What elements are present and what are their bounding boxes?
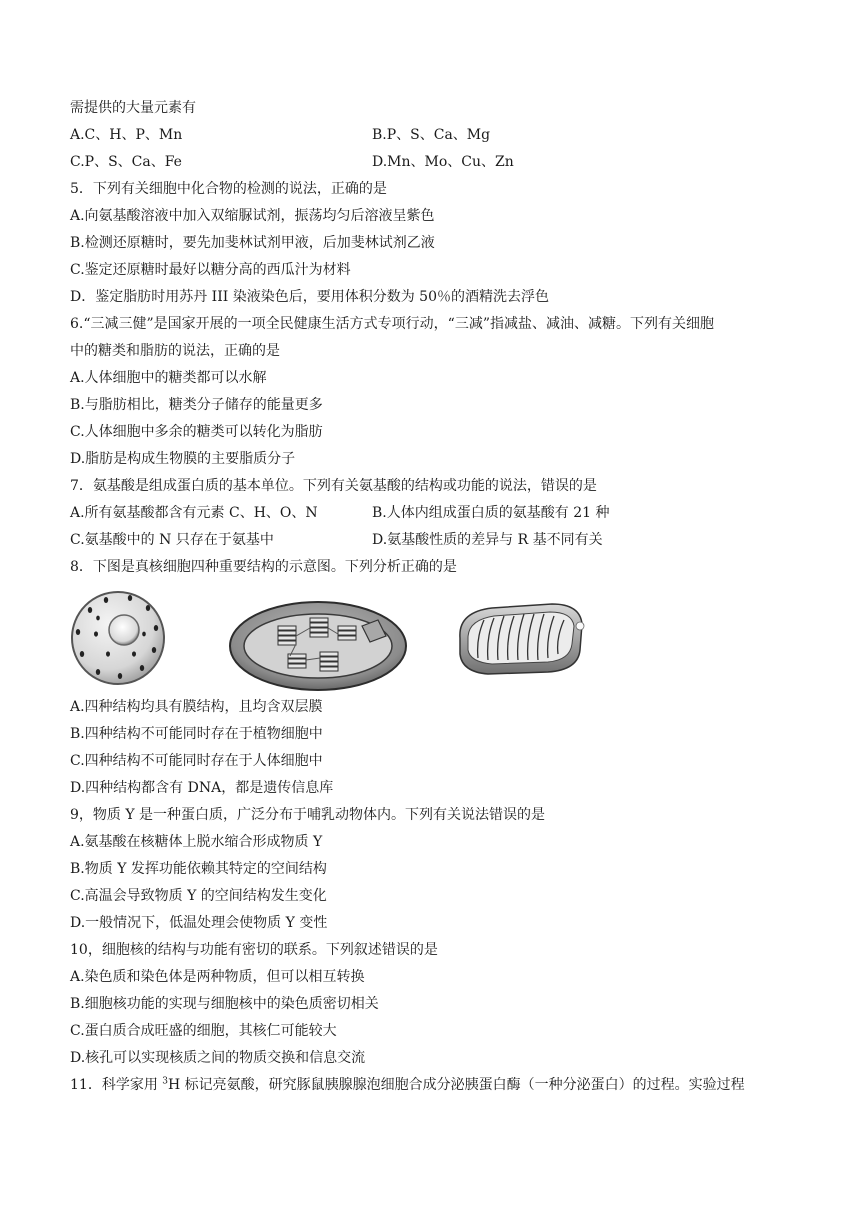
- mitochondrion-figure: [452, 598, 592, 676]
- q5-option-d: D．鉴定脂肪时用苏丹 III 染液染色后，要用体积分数为 50％的酒精洗去浮色: [70, 289, 549, 305]
- q6-option-c: C.人体细胞中多余的糖类可以转化为脂肪: [70, 424, 323, 440]
- q7-option-d: D.氨基酸性质的差异与 R 基不同有关: [372, 532, 603, 548]
- chloroplast-figure: [228, 596, 408, 692]
- q9-option-b: B.物质 Y 发挥功能依赖其特定的空间结构: [70, 861, 327, 877]
- intro-line: 需提供的大量元素有: [70, 100, 196, 116]
- q9-option-c: C.高温会导致物质 Y 的空间结构发生变化: [70, 888, 327, 904]
- q6-option-b: B.与脂肪相比，糖类分子储存的能量更多: [70, 397, 323, 413]
- q7-option-b: B.人体内组成蛋白质的氨基酸有 21 种: [372, 505, 610, 521]
- q8-option-c: C.四种结构不可能同时存在于人体细胞中: [70, 753, 323, 769]
- q10-option-c: C.蛋白质合成旺盛的细胞，其核仁可能较大: [70, 1023, 337, 1039]
- q10-option-a: A.染色质和染色体是两种物质，但可以相互转换: [70, 969, 365, 985]
- q5-option-b: B.检测还原糖时，要先加斐林试剂甲液，后加斐林试剂乙液: [70, 235, 435, 251]
- q5-option-c: C.鉴定还原糖时最好以糖分高的西瓜汁为材料: [70, 262, 351, 278]
- q9-stem: 9，物质 Y 是一种蛋白质，广泛分布于哺乳动物体内。下列有关说法错误的是: [70, 807, 546, 823]
- q11-stem-suffix: H 标记亮氨酸，研究豚鼠胰腺腺泡细胞合成分泌胰蛋白酶（一种分泌蛋白）的过程。实验过程: [168, 1077, 745, 1093]
- q6-stem-line2: 中的糖类和脂肪的说法，正确的是: [70, 343, 280, 359]
- q5-option-a: A.向氨基酸溶液中加入双缩脲试剂，振荡均匀后溶液呈紫色: [70, 208, 435, 224]
- q10-option-d: D.核孔可以实现核质之间的物质交换和信息交流: [70, 1050, 366, 1066]
- q6-option-a: A.人体细胞中的糖类都可以水解: [70, 370, 267, 386]
- q4-option-d: D.Mn、Mo、Cu、Zn: [372, 154, 514, 170]
- q11-superscript: 3: [162, 1076, 168, 1087]
- q7-option-c: C.氨基酸中的 N 只存在于氨基中: [70, 532, 274, 548]
- q11-stem-prefix: 11．科学家用: [70, 1077, 163, 1093]
- q4-option-b: B.P、S、Ca、Mg: [372, 127, 491, 143]
- q10-option-b: B.细胞核功能的实现与细胞核中的染色质密切相关: [70, 996, 379, 1012]
- q8-option-b: B.四种结构不可能同时存在于植物细胞中: [70, 726, 323, 742]
- q11-stem: [70, 1076, 745, 1094]
- q9-option-d: D.一般情况下，低温处理会使物质 Y 变性: [70, 915, 328, 931]
- q4-option-a: A.C、H、P、Mn: [70, 127, 183, 143]
- q8-stem: 8．下图是真核细胞四种重要结构的示意图。下列分析正确的是: [70, 559, 457, 575]
- q8-option-d: D.四种结构都含有 DNA，都是遗传信息库: [70, 780, 334, 796]
- q4-option-c: C.P、S、Ca、Fe: [70, 154, 182, 170]
- q6-option-d: D.脂肪是构成生物膜的主要脂质分子: [70, 451, 296, 467]
- nucleus-figure: [68, 588, 168, 688]
- q5-stem: 5．下列有关细胞中化合物的检测的说法，正确的是: [70, 181, 387, 197]
- q6-stem-line1: 6.“三减三健”是国家开展的一项全民健康生活方式专项行动，“三减”指减盐、减油、减糖。下列有关细胞: [70, 316, 714, 332]
- q8-option-a: A.四种结构均具有膜结构，且均含双层膜: [70, 699, 323, 715]
- q9-option-a: A.氨基酸在核糖体上脱水缩合形成物质 Y: [70, 834, 323, 850]
- q7-option-a: A.所有氨基酸都含有元素 C、H、O、N: [70, 505, 318, 521]
- q10-stem: 10，细胞核的结构与功能有密切的联系。下列叙述错误的是: [70, 942, 438, 958]
- q7-stem: 7．氨基酸是组成蛋白质的基本单位。下列有关氨基酸的结构或功能的说法，错误的是: [70, 478, 597, 494]
